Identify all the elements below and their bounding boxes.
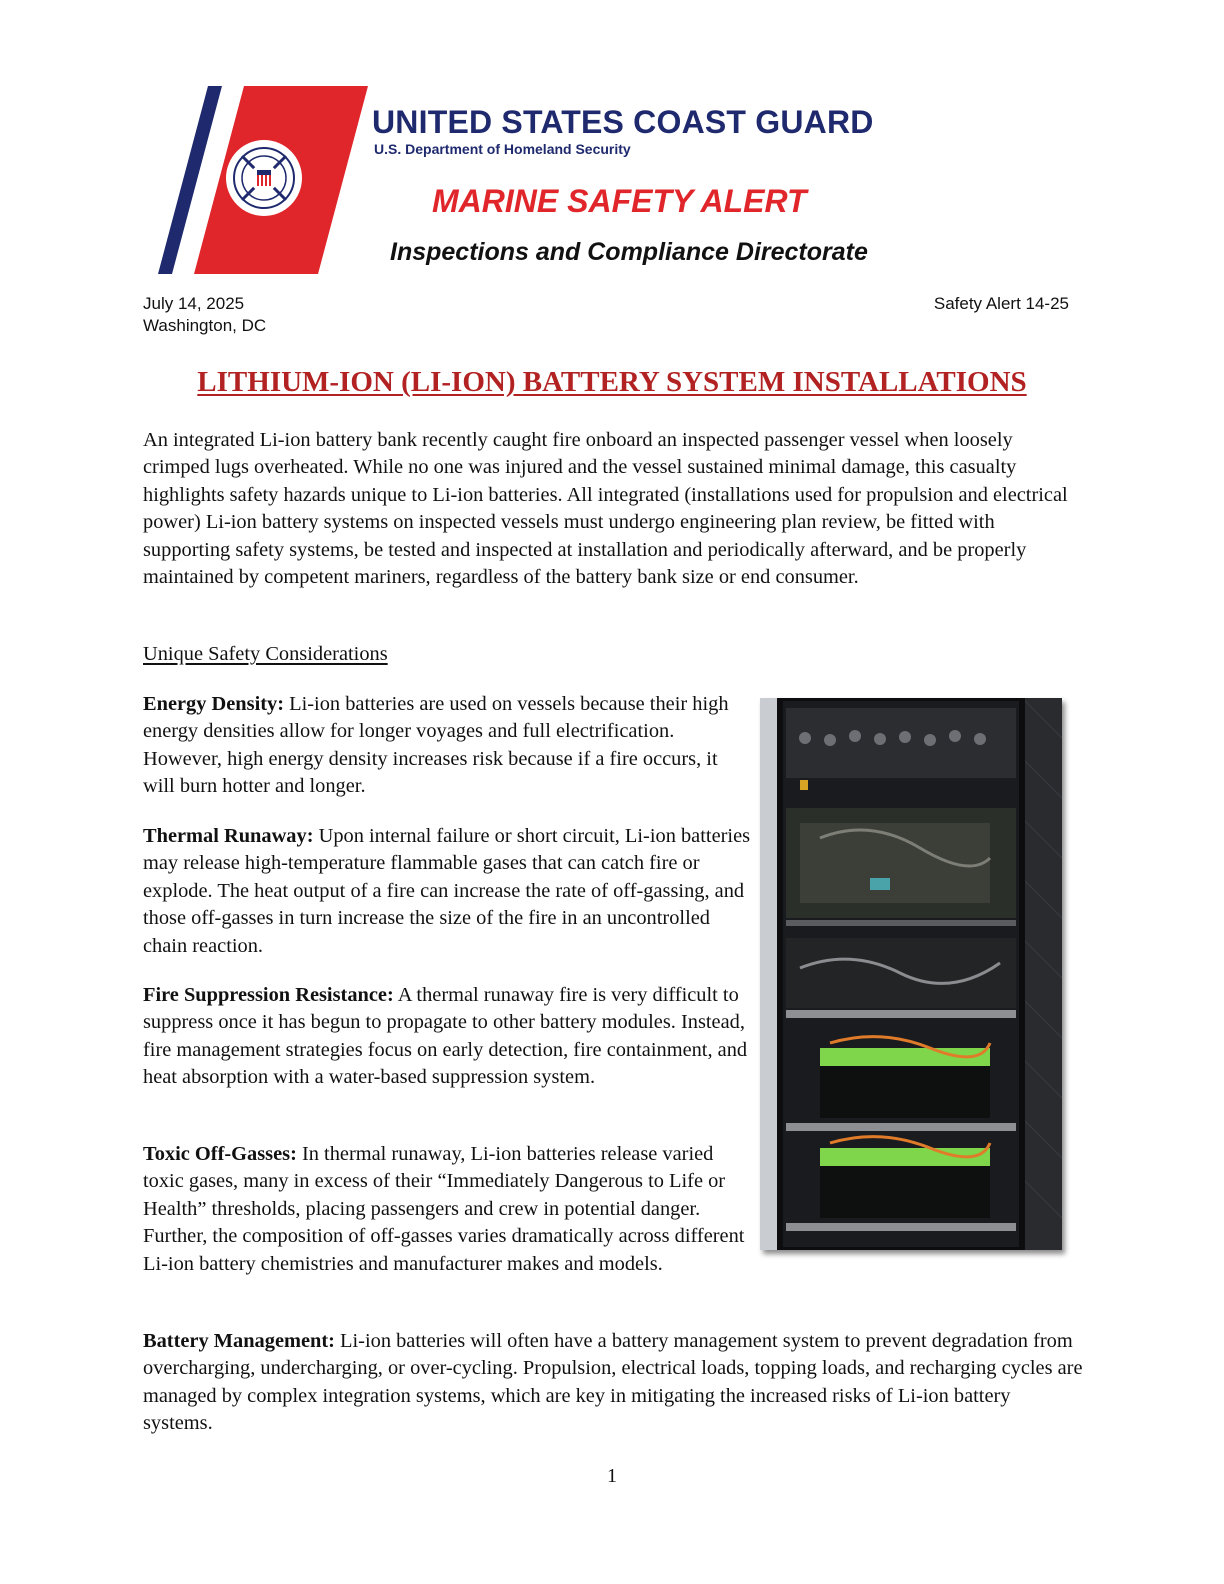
consideration-energy-density [143, 691, 753, 801]
consideration-term: Thermal Runaway: [143, 825, 314, 847]
alert-location: Washington, DC [143, 316, 267, 335]
section-heading: Unique Safety Considerations [143, 643, 388, 665]
alert-date: July 14, 2025 [143, 294, 245, 313]
consideration-battery-management [143, 1328, 1083, 1438]
consideration-text: Upon internal failure or short circuit, Li-ion batteries may release high-temperature flammable gases that can catch fire or explode. The heat output of a fire can increase the rate of off-gassing, and those off-gasses in turn increase the size of the fire in an uncontrolled chain reaction. [143, 825, 751, 957]
consideration-text: Li-ion batteries will often have a battery management system to prevent degradation from overcharging, undercharging, or over-cycling. Propulsion, electrical loads, topping loads, and recharging cycles are managed by complex integration systems, which are key in mitigating the increased risks of Li-ion battery systems. [143, 1330, 1083, 1435]
alert-number: Safety Alert 14-25 [933, 294, 1069, 313]
consideration-text: In thermal runaway, Li-ion batteries release varied toxic gases, many in excess of their “Immediately Dangerous to Life or Health” thresholds, placing passengers and crew in potential danger. Further, the composition of off-gasses varies dramatically across different Li-ion battery chemistries and manufacturer makes and models. [143, 1143, 745, 1275]
consideration-term: Fire Suppression Resistance: [143, 984, 394, 1006]
consideration-term: Energy Density: [143, 693, 285, 715]
consideration-text: A thermal runaway fire is very difficult to suppress once it has begun to propagate to other battery modules. Instead, fire management strategies focus on early detection, fire containment, and heat absorption with a water-based suppression system. [143, 984, 748, 1089]
department-subtitle: U.S. Department of Homeland Security [374, 141, 631, 157]
consideration-thermal-runaway [143, 823, 753, 960]
date-location-block [143, 293, 266, 337]
intro-paragraph: An integrated Li-ion battery bank recently caught fire onboard an inspected passenger vessel when loosely crimped lugs overheated. While no one was injured and the vessel sustained minimal damage, this casualty highlights safety hazards unique to Li-ion batteries. All integrated (installations used for propulsion and electrical power) Li-ion battery systems on inspected vessels must undergo engineering plan review, be fitted with supporting safety systems, be tested and inspected at installation and periodically afterward, and be properly maintained by competent mariners, regardless of the battery bank size or end consumer. [143, 429, 1068, 589]
alert-type-title: MARINE SAFETY ALERT [432, 183, 807, 219]
page-number: 1 [607, 1465, 617, 1487]
organization-title: UNITED STATES COAST GUARD [372, 104, 874, 140]
document-title: LITHIUM-ION (LI-ION) BATTERY SYSTEM INSTALLATIONS [197, 366, 1027, 398]
consideration-toxic-off-gasses [143, 1141, 753, 1278]
consideration-term: Battery Management: [143, 1330, 335, 1352]
consideration-fire-suppression [143, 982, 753, 1092]
coast-guard-logo-icon [158, 86, 368, 274]
consideration-term: Toxic Off-Gasses: [143, 1143, 297, 1165]
consideration-text: Li-ion batteries are used on vessels because their high energy densities allow for longer voyages and full electrification. However, high energy density increases risk because if a fire occurs, it will burn hotter and longer. [143, 693, 729, 798]
directorate-title: Inspections and Compliance Directorate [390, 238, 868, 266]
burned-battery-rack-photo-icon [760, 698, 1062, 1250]
